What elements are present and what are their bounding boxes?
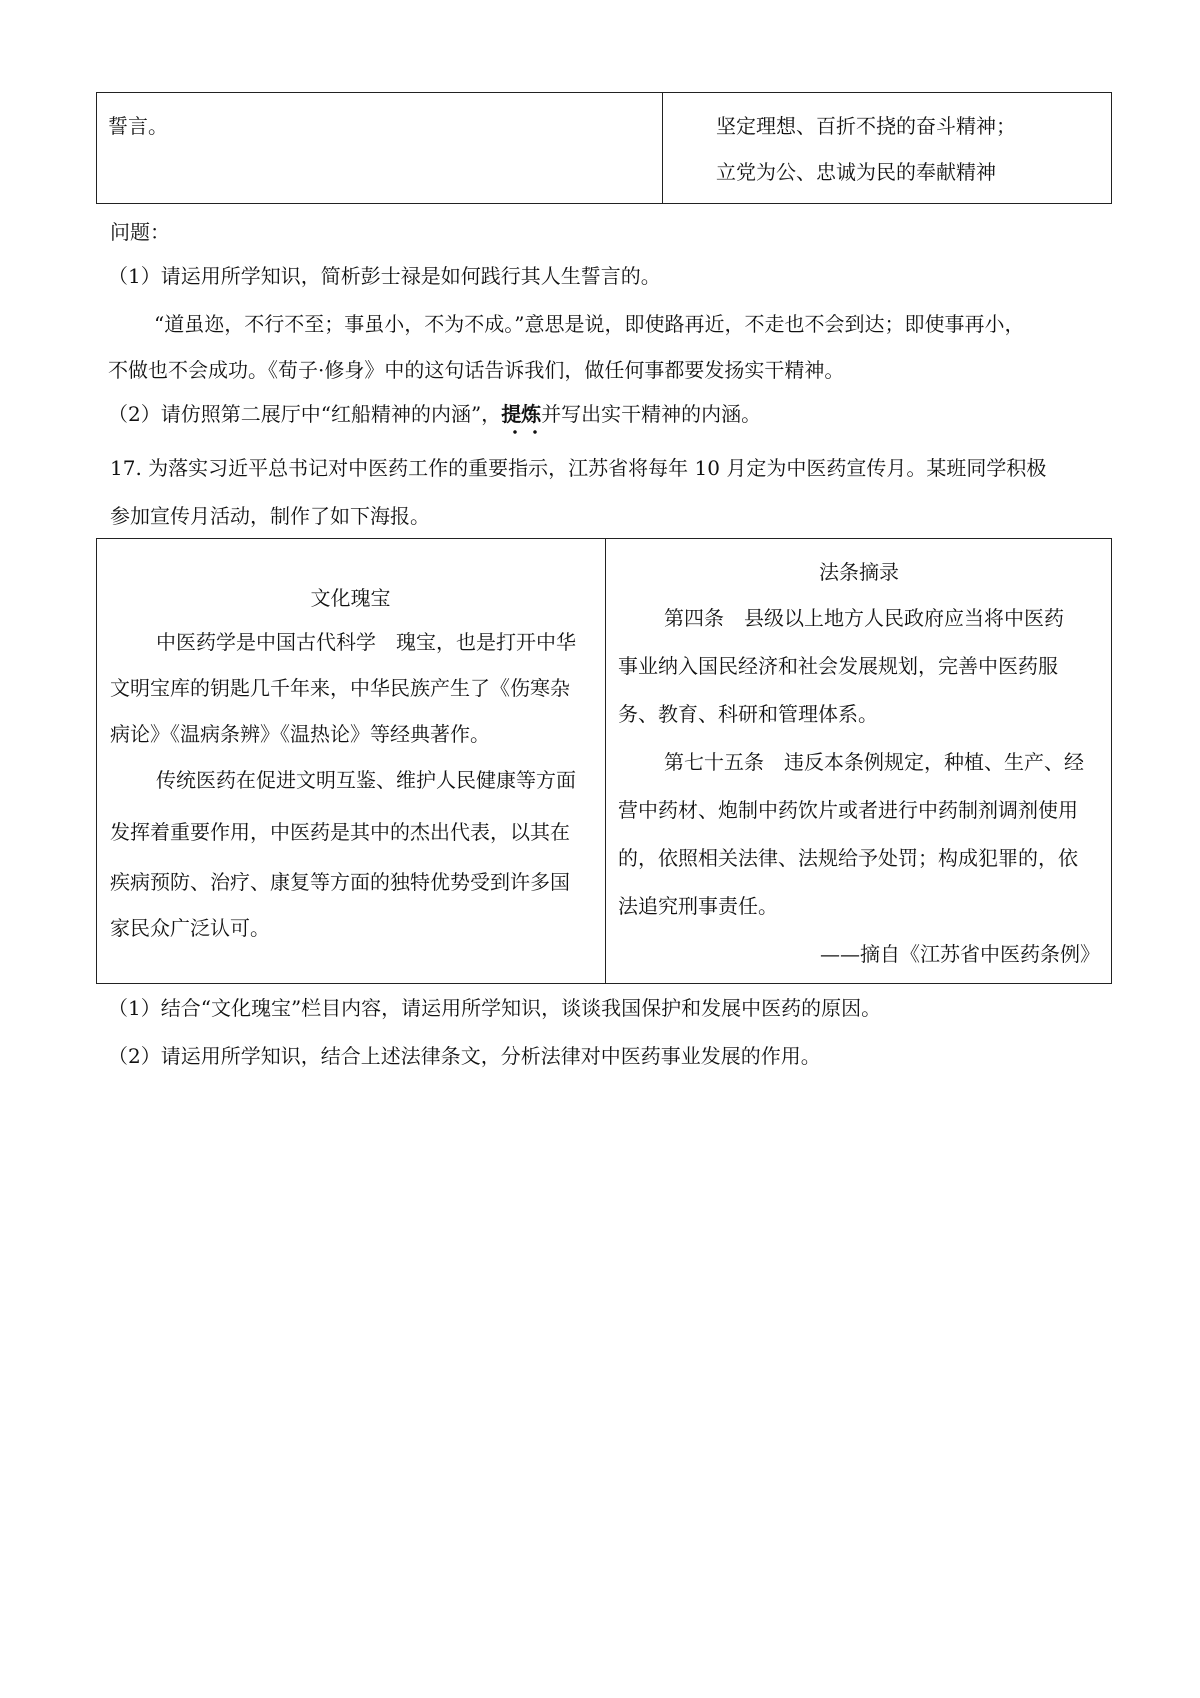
- law-line-1: 第四条 县级以上地方人民政府应当将中医药: [664, 606, 1064, 630]
- table-continuation: [96, 92, 1112, 204]
- culture-line-1: 中医药学是中国古代科学 瑰宝，也是打开中华: [156, 630, 576, 654]
- question-16-2: [108, 400, 761, 428]
- table-divider: [662, 92, 663, 204]
- law-line-3: 务、教育、科研和管理体系。: [618, 702, 878, 726]
- law-line-2: 事业纳入国民经济和社会发展规划，完善中医药服: [618, 654, 1058, 678]
- question-16-2-after: 并写出实干精神的内涵。: [541, 402, 762, 426]
- questions-label: 问题：: [110, 220, 170, 244]
- law-line-7: 法追究刑事责任。: [618, 894, 778, 918]
- table-left-text: 誓言。: [108, 114, 168, 138]
- culture-title: 文化瑰宝: [310, 586, 391, 610]
- poster-divider: [605, 538, 606, 984]
- culture-line-5: 发挥着重要作用，中医药是其中的杰出代表，以其在: [110, 820, 570, 844]
- table-right-line-1: 坚定理想、百折不挠的奋斗精神；: [716, 114, 1016, 138]
- question-17-2: （2）请运用所学知识，结合上述法律条文，分析法律对中医药事业发展的作用。: [108, 1044, 821, 1068]
- emphasized-word: 提炼: [501, 402, 542, 426]
- quote-line-2: 不做也不会成功。《荀子·修身》中的这句话告诉我们，做任何事都要发扬实干精神。: [108, 358, 845, 382]
- quote-line-1: “道虽迩，不行不至；事虽小，不为不成。”意思是说，即使路再近，不走也不会到达；即使事再小，: [154, 312, 1025, 336]
- table-right-line-2: 立党为公、忠诚为民的奉献精神: [716, 160, 996, 184]
- culture-line-7: 家民众广泛认可。: [110, 916, 270, 940]
- law-line-5: 营中药材、炮制中药饮片或者进行中药制剂调剂使用: [618, 798, 1078, 822]
- question-16-2-before: （2）请仿照第二展厅中“红船精神的内涵”，: [108, 402, 502, 426]
- culture-line-4: 传统医药在促进文明互鉴、维护人民健康等方面: [156, 768, 576, 792]
- law-title: 法条摘录: [819, 560, 899, 584]
- law-line-6: 的，依照相关法律、法规给予处罚；构成犯罪的，依: [618, 846, 1078, 870]
- question-17-intro-line-1: 17. 为落实习近平总书记对中医药工作的重要指示，江苏省将每年 10 月定为中医药宣传月。某班同学积极: [110, 456, 1047, 480]
- culture-line-6: 疾病预防、治疗、康复等方面的独特优势受到许多国: [110, 870, 570, 894]
- question-17-intro-line-2: 参加宣传月活动，制作了如下海报。: [110, 504, 430, 528]
- culture-line-3: 病论》《温病条辨》《温热论》等经典著作。: [110, 722, 490, 746]
- question-17-1: （1）结合“文化瑰宝”栏目内容，请运用所学知识，谈谈我国保护和发展中医药的原因。: [108, 996, 882, 1020]
- culture-line-2: 文明宝库的钥匙几千年来，中华民族产生了《伤寒杂: [110, 676, 570, 700]
- question-16-1: （1）请运用所学知识，简析彭士禄是如何践行其人生誓言的。: [108, 264, 661, 288]
- law-source: ——摘自《江苏省中医药条例》: [820, 942, 1100, 966]
- law-line-4: 第七十五条 违反本条例规定，种植、生产、经: [664, 750, 1084, 774]
